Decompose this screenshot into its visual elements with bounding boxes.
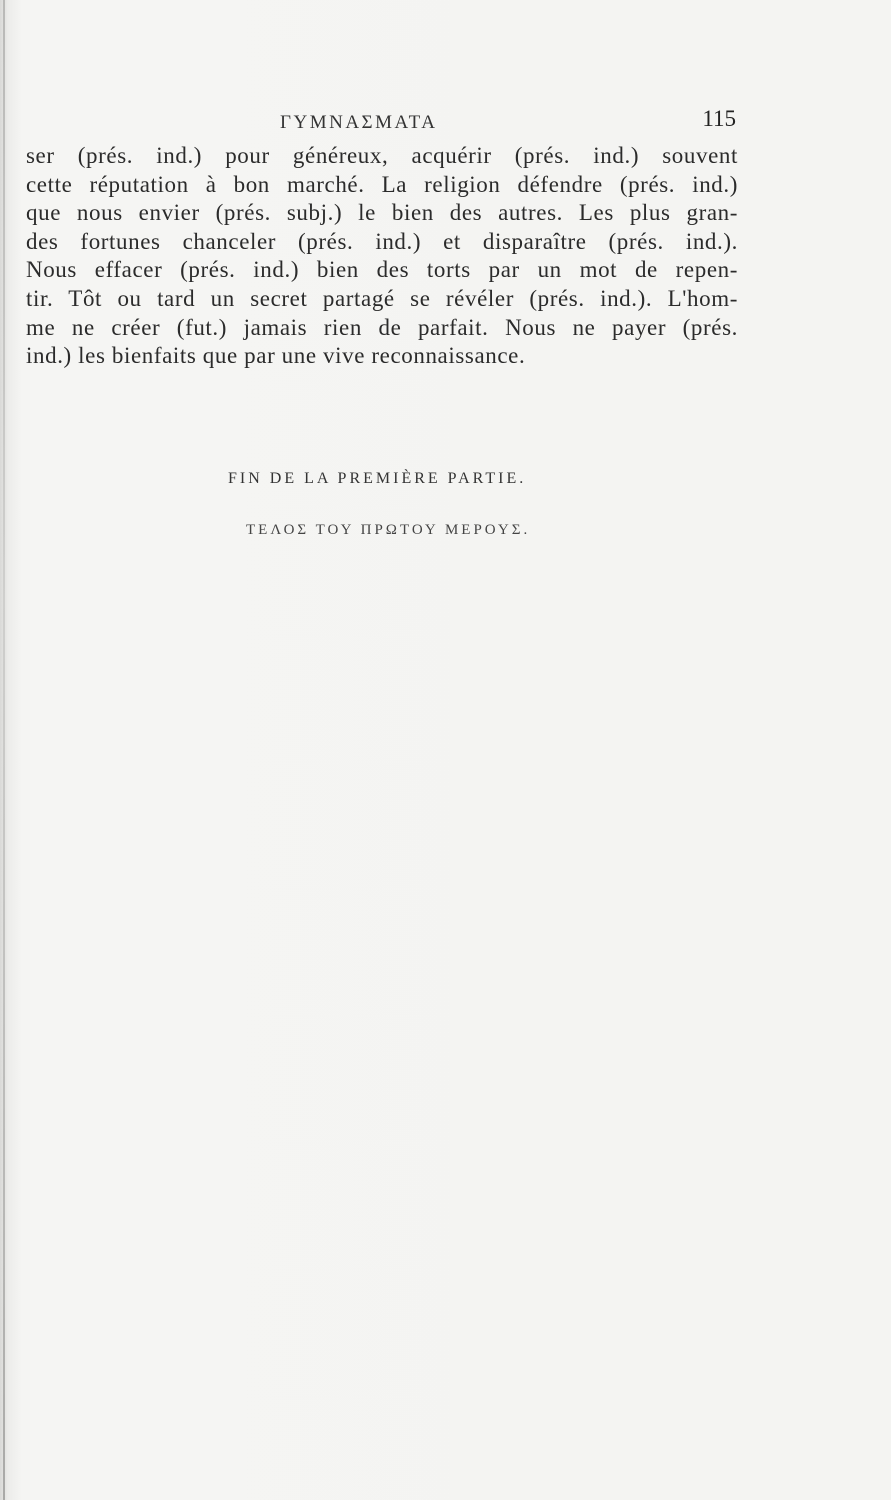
text-line: Nous effacer (prés. ind.) bien des torts par un mot de repen- [26,257,738,283]
text-line: que nous envier (prés. subj.) le bien des autres. Les plus gran- [26,200,738,226]
body-paragraph [26,142,738,371]
running-title: ΓΥΜΝΑΣΜΑΤΑ [280,112,438,133]
text-line: cette réputation à bon marché. La religion défendre (prés. ind.) [26,171,738,197]
end-of-part-french: FIN DE LA PREMIÈRE PARTIE. [228,470,527,487]
page-gutter-edge [3,0,5,1500]
end-of-part-greek: ΤΕΛΟΣ ΤΟΥ ΠΡΩΤΟΥ ΜΕΡΟΥΣ. [246,522,531,538]
text-line: ser (prés. ind.) pour généreux, acquérir (prés. ind.) souvent [26,143,738,168]
page-number: 115 [702,106,736,131]
text-line: des fortunes chanceler (prés. ind.) et disparaître (prés. ind.). [26,228,738,254]
text-line: me ne créer (fut.) jamais rien de parfait. Nous ne payer (prés. [26,314,738,340]
text-line: tir. Tôt ou tard un secret partagé se révéler (prés. ind.). L'hom- [26,285,738,311]
text-line: ind.) les bienfaits que par une vive reconnaissance. [26,343,526,369]
running-head [30,108,740,138]
